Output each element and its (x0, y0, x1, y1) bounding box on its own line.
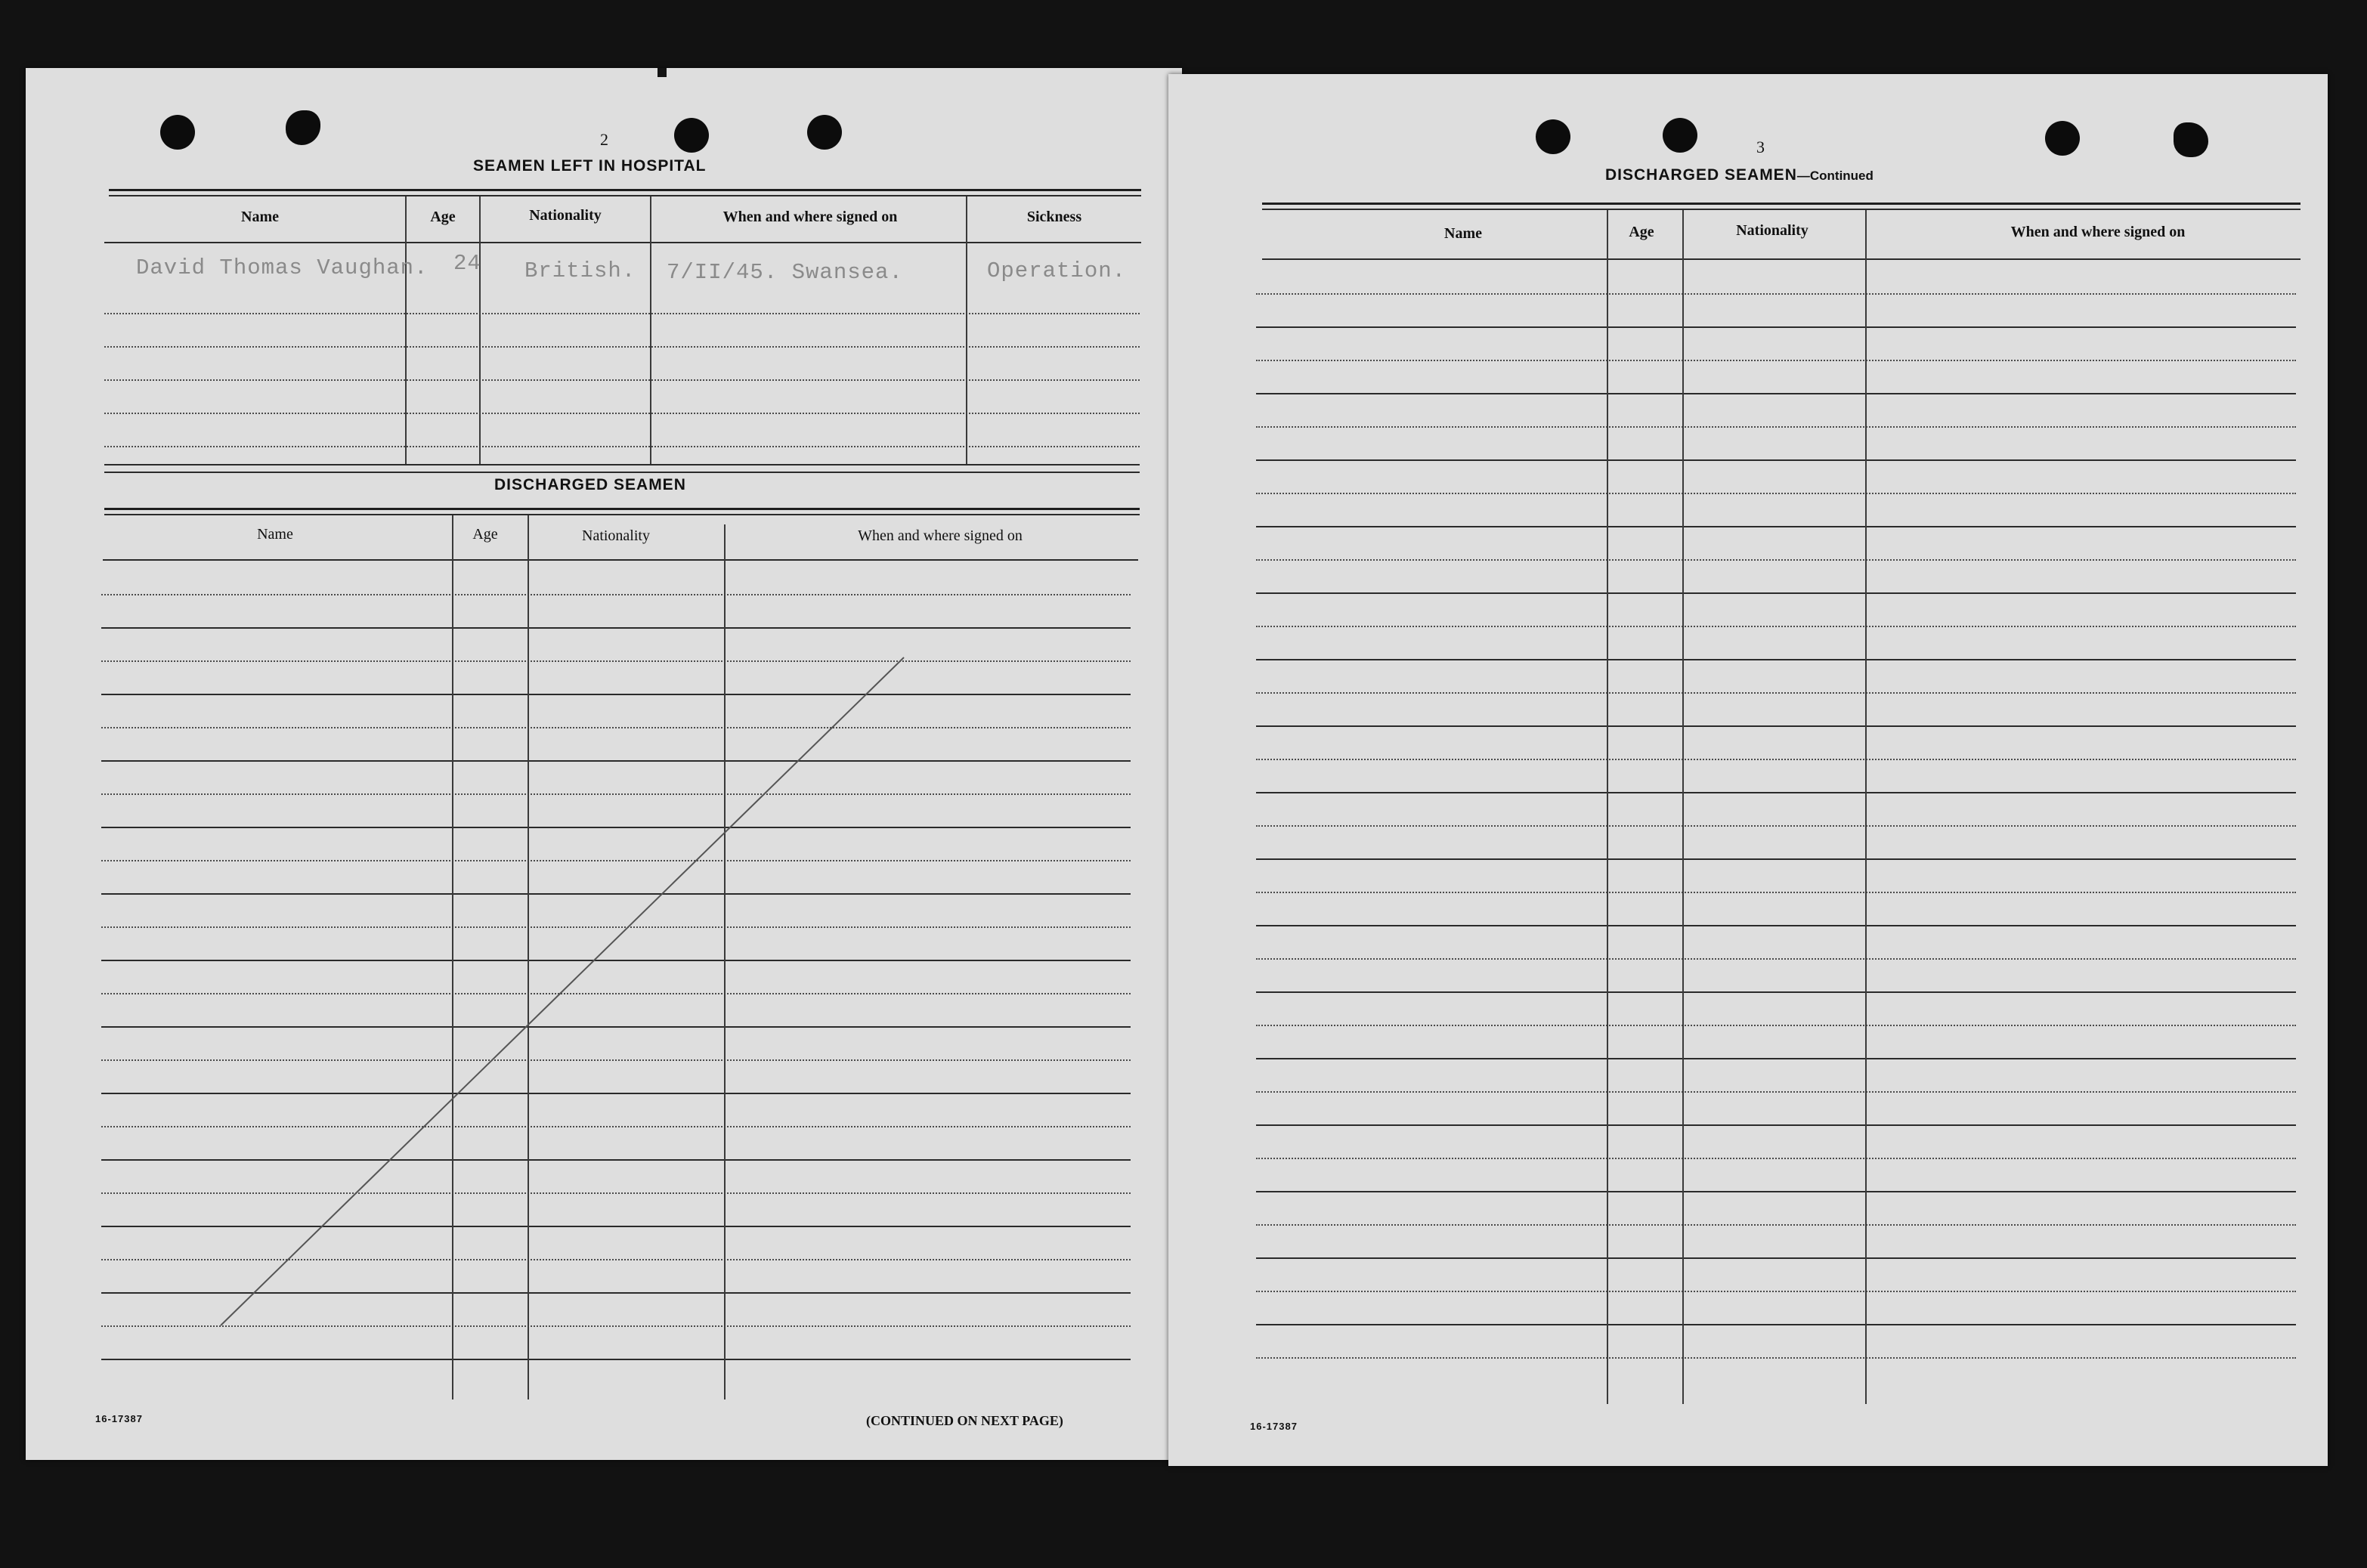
row-line (1256, 1257, 2296, 1259)
column-header-age: Age (472, 526, 498, 543)
entry-age: 24 (453, 251, 481, 276)
table-rule (1262, 258, 2300, 260)
row-line (1256, 958, 2296, 960)
cancellation-line (26, 68, 1182, 1460)
column-header-signed-on: When and where signed on (858, 527, 1023, 544)
row-line (1256, 659, 2296, 660)
punch-hole (1663, 118, 1697, 153)
row-line (1256, 1058, 2296, 1059)
row-line (1256, 892, 2296, 893)
section-title-discharged: DISCHARGED SEAMEN (494, 476, 686, 493)
row-line (1256, 725, 2296, 727)
row-line (1256, 1158, 2296, 1159)
column-header-nationality: Nationality (1736, 222, 1809, 239)
entry-signed-on: 7/II/45. Swansea. (667, 260, 903, 285)
section-title-suffix: —Continued (1796, 169, 1873, 183)
entry-name: David Thomas Vaughan. (136, 255, 429, 280)
section-title-hospital: SEAMEN LEFT IN HOSPITAL (473, 157, 707, 175)
column-header-name: Name (241, 209, 279, 225)
row-line (1256, 293, 2296, 295)
punch-hole (1536, 119, 1570, 154)
row-line (1256, 1324, 2296, 1325)
punch-hole (2045, 121, 2080, 156)
row-line (1256, 459, 2296, 461)
table-rule (1262, 203, 2300, 205)
row-line (1256, 493, 2296, 494)
section-title-discharged-continued (1605, 166, 1873, 184)
left-page (26, 68, 1182, 1460)
row-line (1256, 526, 2296, 527)
form-code: 16-17387 (1250, 1421, 1298, 1432)
row-line (1256, 1291, 2296, 1292)
row-line (1256, 1191, 2296, 1192)
continued-note: (CONTINUED ON NEXT PAGE) (866, 1413, 1063, 1428)
row-line (1256, 825, 2296, 827)
row-line (1256, 759, 2296, 760)
row-line (1256, 1357, 2296, 1359)
row-line (1256, 626, 2296, 627)
column-header-sickness: Sickness (1026, 209, 1082, 225)
row-line (1256, 991, 2296, 993)
row-line (1256, 393, 2296, 394)
entry-nationality: British. (524, 258, 636, 283)
row-line (1256, 925, 2296, 926)
row-line (1256, 1224, 2296, 1226)
row-line (1256, 559, 2296, 561)
page-number: 3 (1756, 138, 1765, 156)
row-line (1256, 858, 2296, 860)
column-divider (1682, 210, 1684, 1404)
row-line (1256, 792, 2296, 793)
row-line (1256, 426, 2296, 428)
row-line (1256, 326, 2296, 328)
table-rule (1262, 209, 2300, 210)
section-title-text: DISCHARGED SEAMEN (1605, 166, 1797, 184)
punch-hole (2174, 122, 2208, 157)
row-line (1256, 1091, 2296, 1093)
page-number: 2 (600, 130, 608, 149)
row-line (1256, 692, 2296, 694)
column-divider (1865, 210, 1867, 1404)
column-header-age: Age (1629, 224, 1654, 240)
row-line (1256, 592, 2296, 594)
right-page (1168, 74, 2328, 1466)
column-header-age: Age (430, 209, 456, 225)
column-header-nationality: Nationality (582, 527, 650, 544)
column-header-name: Name (257, 526, 293, 543)
column-header-signed-on: When and where signed on (2010, 224, 2186, 240)
column-header-name: Name (1444, 225, 1482, 242)
row-line (1256, 1025, 2296, 1026)
column-header-signed-on: When and where signed on (722, 209, 898, 225)
form-code: 16-17387 (95, 1413, 143, 1424)
row-line (1256, 360, 2296, 361)
row-line (1256, 1124, 2296, 1126)
column-header-nationality: Nationality (529, 207, 602, 224)
column-divider (1607, 210, 1608, 1404)
entry-sickness: Operation. (987, 258, 1127, 283)
